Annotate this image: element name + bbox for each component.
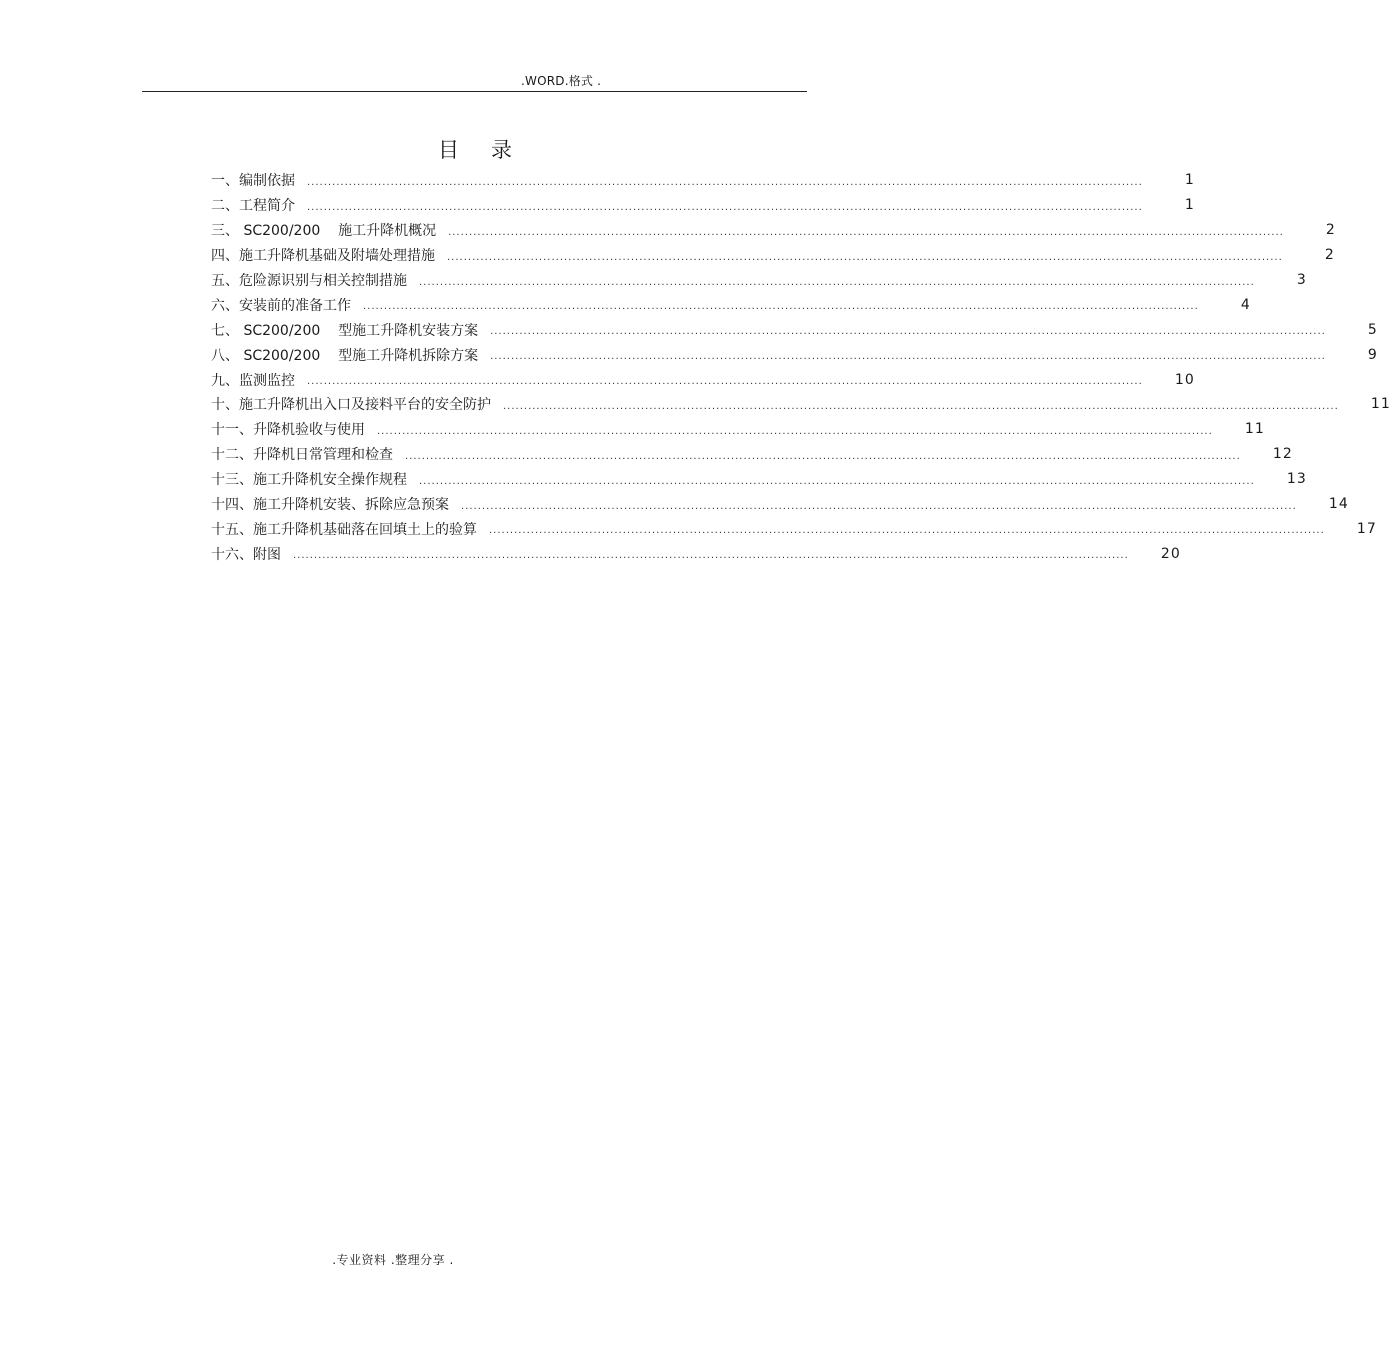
toc-entry-page-number: 11 bbox=[1370, 396, 1391, 413]
toc-entry[interactable] bbox=[211, 317, 1378, 342]
table-of-contents bbox=[211, 168, 1391, 566]
toc-entry-page-number: 1 bbox=[1184, 197, 1195, 214]
toc-entry[interactable] bbox=[211, 417, 1265, 442]
toc-entry-label: 十六、附图 bbox=[211, 546, 281, 563]
toc-dot-leader: ........................................................................................................................................................................................................ bbox=[419, 276, 1255, 288]
toc-entry[interactable] bbox=[211, 467, 1307, 492]
toc-entry-page-number: 12 bbox=[1272, 446, 1293, 463]
toc-entry-page-number: 20 bbox=[1160, 545, 1181, 562]
toc-entry-page-number: 13 bbox=[1286, 471, 1307, 488]
toc-entry-page-number: 1 bbox=[1184, 172, 1195, 189]
header-divider bbox=[142, 91, 807, 92]
toc-entry[interactable] bbox=[211, 516, 1377, 541]
toc-dot-leader: ........................................................................................................................................................................................................ bbox=[503, 400, 1339, 412]
toc-entry[interactable] bbox=[211, 243, 1335, 268]
toc-entry-page-number: 2 bbox=[1324, 247, 1335, 264]
toc-entry-label: 五、危险源识别与相关控制措施 bbox=[211, 273, 407, 289]
toc-entry-label: 十五、施工升降机基础落在回填土上的验算 bbox=[211, 521, 477, 538]
toc-dot-leader: ........................................................................................................................................................................................................ bbox=[363, 301, 1199, 313]
page-footer: .专业资料 .整理分享 . bbox=[332, 1253, 454, 1267]
toc-entry[interactable] bbox=[211, 342, 1378, 367]
toc-entry-label: 七、 SC200/200 型施工升降机安装方案 bbox=[211, 322, 479, 339]
toc-entry-page-number: 17 bbox=[1356, 520, 1377, 537]
toc-entry[interactable] bbox=[211, 541, 1181, 566]
toc-entry-page-number: 2 bbox=[1325, 222, 1336, 239]
toc-entry-label: 一、编制依据 bbox=[211, 173, 295, 190]
toc-entry-label: 十一、升降机验收与使用 bbox=[211, 422, 365, 439]
toc-dot-leader: ........................................................................................................................................................................................................ bbox=[419, 475, 1255, 487]
toc-entry-label: 四、施工升降机基础及附墙处理措施 bbox=[211, 248, 435, 265]
toc-entry[interactable] bbox=[211, 367, 1195, 392]
toc-dot-leader: ........................................................................................................................................................................................................ bbox=[293, 550, 1129, 562]
toc-entry-label: 二、工程简介 bbox=[211, 198, 295, 215]
toc-dot-leader: ........................................................................................................................................................................................................ bbox=[490, 326, 1326, 338]
toc-entry-label: 八、 SC200/200 型施工升降机拆除方案 bbox=[211, 347, 479, 364]
toc-entry[interactable] bbox=[211, 193, 1195, 218]
toc-entry-label: 六、安装前的准备工作 bbox=[211, 297, 351, 314]
toc-entry[interactable] bbox=[211, 268, 1307, 293]
toc-entry[interactable] bbox=[211, 492, 1349, 517]
toc-entry[interactable] bbox=[211, 292, 1251, 317]
toc-entry-label: 三、 SC200/200 施工升降机概况 bbox=[211, 223, 437, 240]
toc-entry-label: 九、监测监控 bbox=[211, 372, 295, 389]
toc-dot-leader: ........................................................................................................................................................................................................ bbox=[377, 425, 1213, 437]
toc-entry[interactable] bbox=[211, 392, 1391, 417]
toc-entry-page-number: 11 bbox=[1244, 421, 1265, 438]
toc-title: 目录 bbox=[438, 138, 544, 162]
toc-entry-page-number: 3 bbox=[1296, 272, 1307, 288]
toc-entry-label: 十四、施工升降机安装、拆除应急预案 bbox=[211, 497, 449, 514]
toc-dot-leader: ........................................................................................................................................................................................................ bbox=[307, 176, 1143, 188]
toc-dot-leader: ........................................................................................................................................................................................................ bbox=[307, 376, 1143, 388]
toc-dot-leader: ........................................................................................................................................................................................................ bbox=[307, 201, 1143, 213]
toc-dot-leader: ........................................................................................................................................................................................................ bbox=[461, 500, 1297, 512]
toc-dot-leader: ........................................................................................................................................................................................................ bbox=[447, 251, 1283, 263]
toc-dot-leader: ........................................................................................................................................................................................................ bbox=[405, 450, 1241, 462]
toc-dot-leader: ........................................................................................................................................................................................................ bbox=[490, 351, 1326, 363]
page-header: .WORD.格式 . bbox=[521, 74, 602, 88]
toc-entry-page-number: 4 bbox=[1240, 296, 1251, 313]
toc-entry-page-number: 10 bbox=[1174, 371, 1195, 388]
toc-dot-leader: ........................................................................................................................................................................................................ bbox=[448, 226, 1284, 238]
toc-entry-label: 十二、升降机日常管理和检查 bbox=[211, 447, 393, 464]
toc-entry[interactable] bbox=[211, 218, 1336, 243]
toc-entry-page-number: 5 bbox=[1367, 321, 1378, 338]
toc-dot-leader: ........................................................................................................................................................................................................ bbox=[489, 525, 1325, 537]
toc-entry[interactable] bbox=[211, 442, 1293, 467]
toc-entry-page-number: 9 bbox=[1367, 346, 1378, 363]
toc-entry-label: 十三、施工升降机安全操作规程 bbox=[211, 472, 407, 489]
toc-entry-label: 十、施工升降机出入口及接料平台的安全防护 bbox=[211, 397, 491, 414]
toc-entry[interactable] bbox=[211, 168, 1195, 193]
toc-entry-page-number: 14 bbox=[1328, 496, 1349, 513]
